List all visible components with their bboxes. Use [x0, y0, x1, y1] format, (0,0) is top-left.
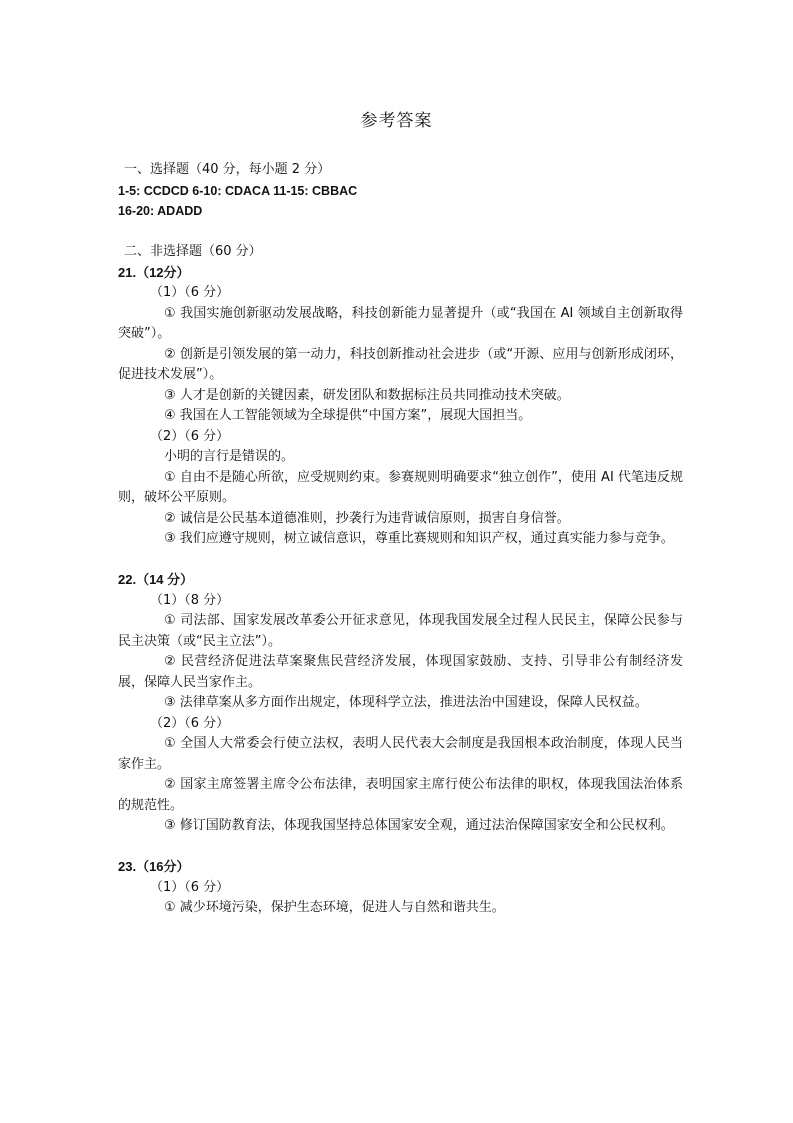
q21-part1-heading: （1）（6 分） [150, 285, 230, 300]
spacer [118, 222, 683, 243]
q21-heading: 21.（12分） [118, 264, 190, 280]
answer-content [118, 160, 683, 919]
q21-part2-item: ③ 我们应遵守规则，树立诚信意识，尊重比赛规则和知识产权，通过真实能力参与竞争。 [164, 531, 674, 546]
mc-answers-line1: 1-5: CCDCD 6-10: CDACA 11-15: CBBAC [118, 183, 358, 198]
q21-part1-item: ① 我国实施创新驱动发展战略，科技创新能力显著提升（或“我国在 AI 领域自主创新取得突破”）。 [118, 305, 683, 341]
q21-part2-heading: （2）（6 分） [150, 428, 230, 444]
q22-part1-item: ① 司法部、国家发展改革委公开征求意见，体现我国发展全过程人民民主，保障公民参与民主决策（或“民主立法”）。 [118, 613, 683, 649]
q22-part2-item: ② 国家主席签署主席令公布法律，表明国家主席行使公布法律的职权，体现我国法治体系的规范性。 [118, 777, 683, 813]
q21-part1-item: ② 创新是引领发展的第一动力，科技创新推动社会进步（或“开源、应用与创新形成闭环，促进技术发展”）。 [118, 346, 683, 382]
section2-heading: 二、非选择题（60 分） [124, 244, 262, 259]
spacer [118, 550, 683, 571]
q23-part1-item: ① 减少环境污染，保护生态环境，促进人与自然和谐共生。 [164, 900, 505, 915]
q21-part2-item: ① 自由不是随心所欲，应受规则约束。参赛规则明确要求“独立创作”，使用 AI 代笔违反规则，破坏公平原则。 [118, 469, 683, 505]
q22-part1-item: ② 民营经济促进法草案聚焦民营经济发展，体现国家鼓励、支持、引导非公有制经济发展，保障人民当家作主。 [118, 654, 683, 690]
q21-part1-item: ④ 我国在人工智能领域为全球提供“中国方案”，展现大国担当。 [164, 408, 532, 423]
q22-part1-heading: （1）（8 分） [150, 592, 230, 608]
page-title: 参考答案 [360, 111, 433, 131]
q22-part2-item: ① 全国人大常委会行使立法权，表明人民代表大会制度是我国根本政治制度，体现人民当家作主。 [118, 736, 683, 772]
q22-heading: 22.（14 分） [118, 572, 194, 587]
q21-part2-item: ② 诚信是公民基本道德准则，抄袭行为违背诚信原则，损害自身信誉。 [164, 510, 570, 526]
q22-part2-heading: （2）（6 分） [150, 715, 230, 731]
q21-part2-lead: 小明的言行是错误的。 [164, 449, 295, 464]
q23-part1-heading: （1）（6 分） [150, 879, 230, 895]
q23-heading: 23.（16分） [118, 859, 190, 874]
q22-part2-item: ③ 修订国防教育法，体现我国坚持总体国家安全观，通过法治保障国家安全和公民权利。 [164, 818, 674, 833]
q21-part1-item: ③ 人才是创新的关键因素，研发团队和数据标注员共同推动技术突破。 [164, 387, 570, 403]
q22-part1-item: ③ 法律草案从多方面作出规定，体现科学立法，推进法治中国建设，保障人民权益。 [164, 695, 648, 710]
mc-answers-line2: 16-20: ADADD [118, 204, 203, 218]
section1-heading: 一、选择题（40 分，每小题 2 分） [124, 162, 331, 177]
spacer [118, 837, 683, 858]
